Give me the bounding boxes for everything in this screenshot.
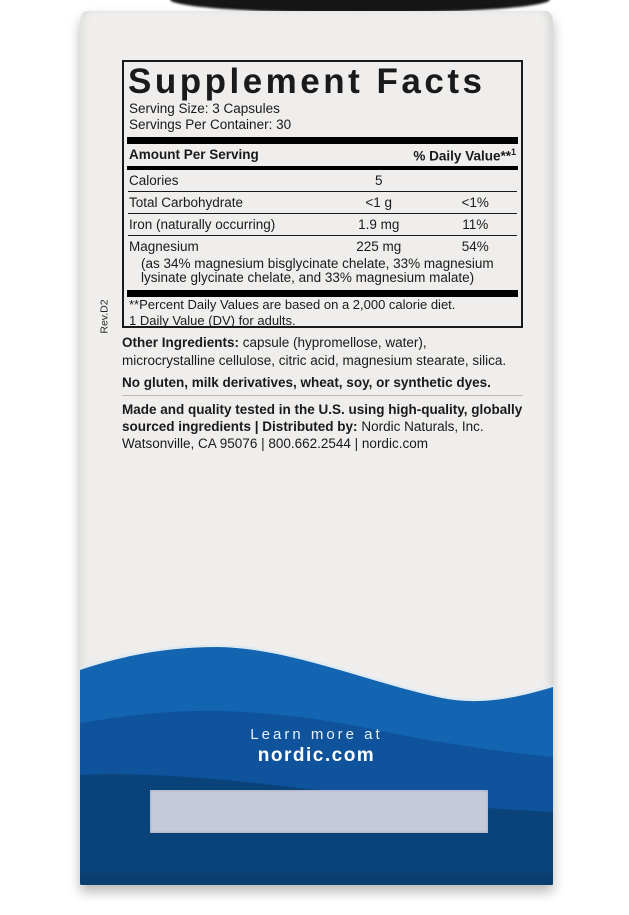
serving-size: Serving Size: 3 Capsules (129, 101, 280, 116)
nutrient-name: Iron (naturally occurring) (129, 216, 276, 232)
table-row-iron (128, 214, 517, 236)
nutrient-dv: 11% (462, 216, 489, 232)
footnote-dv-adults: 1 Daily Value (DV) for adults. (129, 312, 296, 328)
distributor-address: Watsonville, CA 95076 | 800.662.2544 | nordic.com (122, 436, 428, 451)
nutrient-dv: 54% (461, 238, 489, 254)
barcode-placeholder (150, 790, 488, 833)
nutrient-amount: 225 mg (356, 238, 402, 254)
website-url[interactable]: nordic.com (257, 745, 376, 766)
allergen-statement: No gluten, milk derivatives, wheat, soy, or synthetic dyes. (122, 375, 491, 390)
section-divider (122, 395, 523, 396)
table-row-calories (128, 170, 517, 192)
table-row-magnesium (128, 236, 517, 257)
footer-callout (80, 725, 553, 767)
nutrient-amount: <1 g (365, 194, 393, 210)
nutrient-dv: <1% (461, 194, 489, 210)
revision-label: Rev.D2 (98, 299, 111, 334)
supplement-facts-title: Supplement Facts (128, 62, 486, 101)
thick-rule (127, 137, 518, 144)
nutrient-amount: 1.9 mg (358, 216, 400, 232)
footnote-percent-dv: **Percent Daily Values are based on a 2,000 calorie diet. (129, 296, 456, 312)
learn-more-text: Learn more at (250, 726, 383, 743)
table-row-carbohydrate (128, 192, 517, 214)
made-in-usa-statement: Made and quality tested in the U.S. using high-quality, globally sourced ingredients | Distributed by: (122, 402, 523, 434)
manufacturer-info (122, 401, 523, 452)
wave-bottom-edge (80, 873, 553, 885)
nutrient-dv (433, 173, 517, 188)
nutrient-name: Calories (129, 172, 179, 188)
distributor-name: Nordic Naturals, Inc. (357, 419, 484, 434)
nutrient-name: Total Carbohydrate (129, 194, 244, 210)
facts-table-header (128, 144, 517, 166)
magnesium-forms-description: (as 34% magnesium bisglycinate chelate, 33% magnesium lysinate glycinate chelate, and 33% magnesium malate) (141, 255, 494, 285)
supplement-facts-panel (122, 60, 523, 328)
other-ingredients-label: Other Ingredients: (122, 335, 240, 350)
thick-rule (127, 290, 518, 297)
daily-value-footnote-marker: 1 (510, 147, 516, 157)
nutrient-name: Magnesium (129, 238, 199, 254)
amount-per-serving-header: Amount Per Serving (129, 147, 259, 162)
other-ingredients: Other Ingredients: capsule (hypromellose, water), microcrystalline cellulose, citric acid, magnesium stearate, silica. (122, 335, 507, 368)
daily-value-header: % Daily Value**$^1$ (413, 147, 516, 164)
product-box-back-panel (80, 11, 553, 885)
nutrient-amount: 5 (374, 172, 383, 188)
servings-per-container: Servings Per Container: 30 (129, 117, 292, 132)
